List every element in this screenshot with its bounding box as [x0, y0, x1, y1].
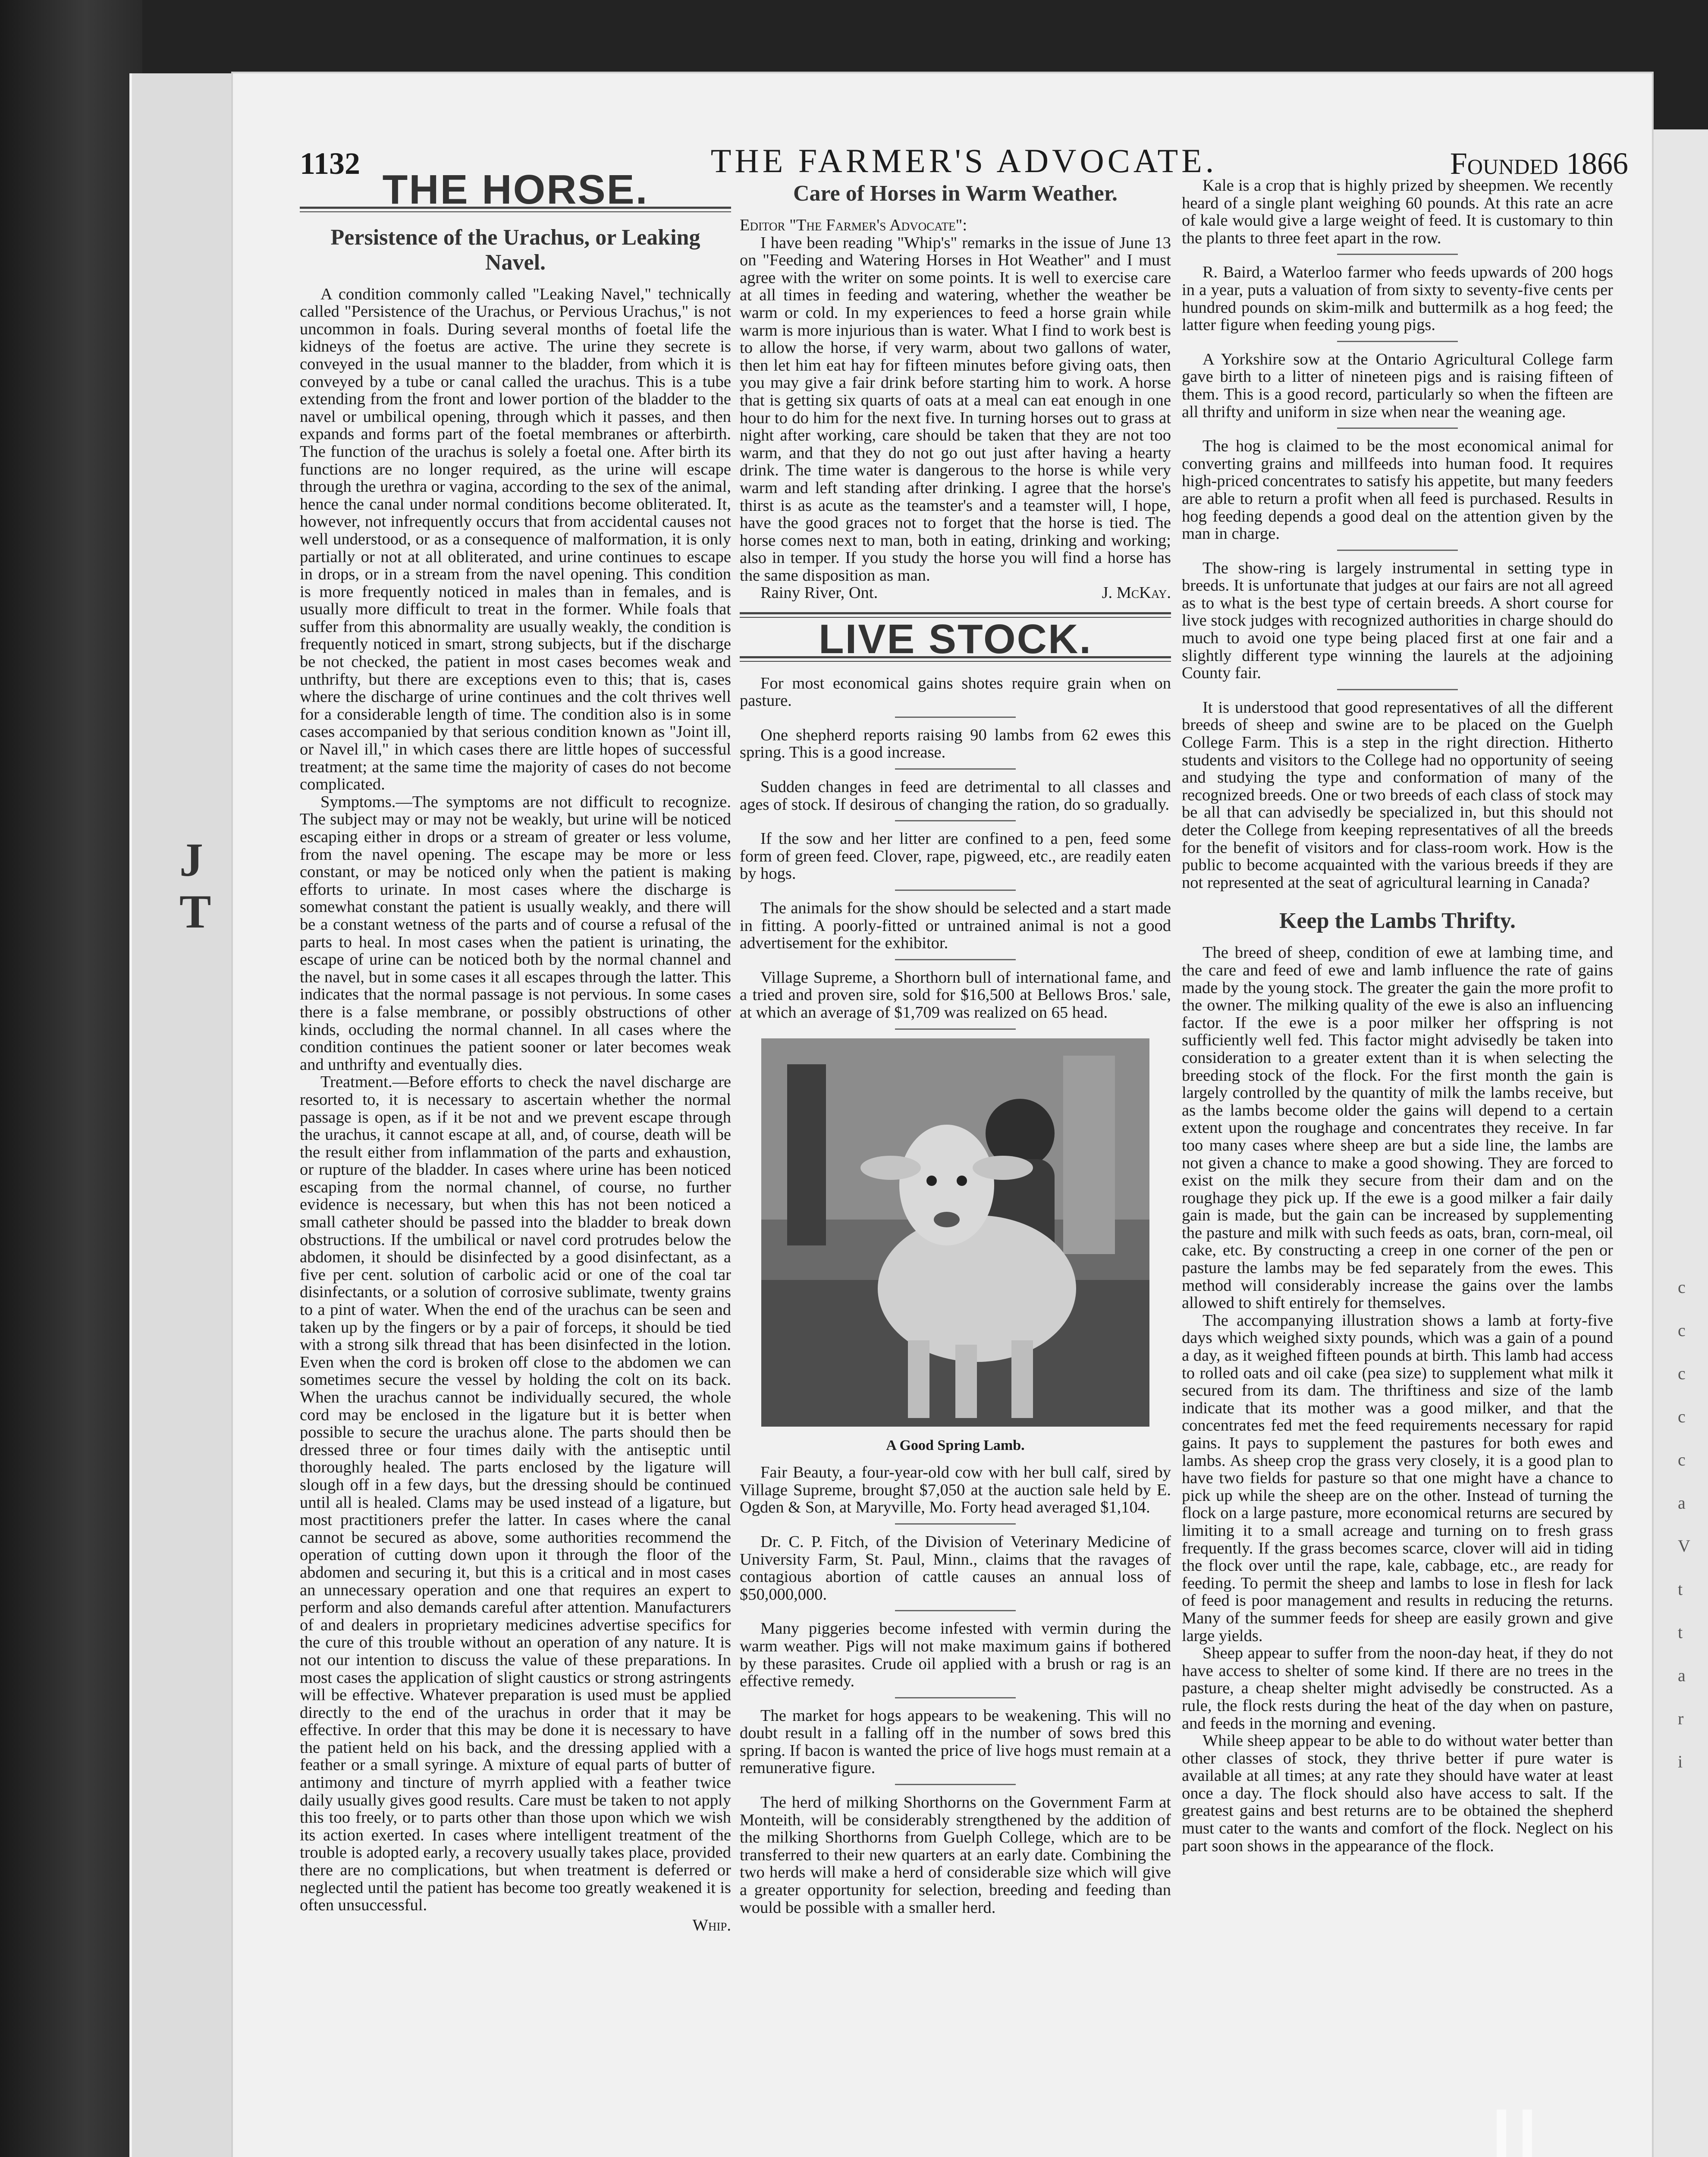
strip-letter: V — [1678, 1536, 1690, 1556]
separator — [895, 1610, 1016, 1611]
separator — [1337, 254, 1458, 255]
separator — [895, 1697, 1016, 1698]
letter-footer — [740, 584, 1171, 602]
editor-line: Editor "The Farmer's Advocate": — [740, 216, 967, 234]
strip-letter: i — [1678, 1752, 1683, 1771]
letter-place: Rainy River, Ont. — [760, 584, 878, 602]
paragraph: A condition commonly called "Leaking Navel," technically called "Persistence of the Urachus, or Pervious Urachus," is not uncommon in foals. During several months of foetal life the kidneys of the foetus are active. The urine they secrete is conveyed in the usual manner to the bladder, from which it is conveyed by a tube or canal called the urachus. This is a tube extending from the front and lower portion of the bladder to the navel or umbilical opening, through which it passes, and then expands and forms part of the foetal membranes or afterbirth. The function of the urachus is solely a foetal one. After birth its functions are no longer required, as the urine will escape through the urethra or vagina, according to the sex of the animal, hence the canal under normal conditions become obliterated. It, however, not infrequently occurs that from accidental causes not well understood, or as a consequence of malformation, it is only partially or not at all obliterated, and urine continues to escape in drops, or in a stream from the navel opening. This condition is more frequently noticed in males than in females, and is usually more difficult to treat in the former. While foals that suffer from this abnormality are usually weakly, the condition is frequently noticed in smart, strong subjects, but if the discharge be not checked, the patient in most cases becomes weak and unthrifty, but there are exceptions even to this; that is, cases where the discharge of urine continues and the colt thrives well for a considerable length of time. The condition also is in some cases accompanied by that serious condition known as "Joint ill, or Navel ill," in which cases there are little hopes of successful treatment; at the same time the majority of cases do not become complicated. — [300, 285, 731, 794]
page-number: 1132 — [300, 146, 361, 181]
newspaper-page — [233, 73, 1652, 2157]
scanner-bar — [1523, 2110, 1532, 2157]
news-item: Sudden changes in feed are detrimental to all classes and ages of stock. If desirous of changing the ration, do so gradually. — [740, 778, 1171, 814]
lamb-photo — [761, 1038, 1149, 1427]
under-page-letter: J — [179, 833, 203, 886]
news-item: One shepherd reports raising 90 lambs from 62 ewes this spring. This is a good increase. — [740, 726, 1171, 762]
strip-letter: t — [1678, 1622, 1683, 1642]
article-title: Persistence of the Urachus, or Leaking Navel. — [330, 225, 700, 275]
column-3 — [1182, 177, 1613, 1855]
news-item: For most economical gains shotes require grain when on pasture. — [740, 674, 1171, 710]
paragraph: Sheep appear to suffer from the noon-day heat, if they do not have access to shelter of some kind. If there are no trees in the pasture, a cheap shelter might advisedly be constructed. As a rule, the flock rests during the heat of the day when on pasture, and feeds in the morning and evening. — [1182, 1644, 1613, 1733]
paragraph: The breed of sheep, condition of ewe at lambing time, and the care and feed of ewe and lamb influence the rate of gains made by the young stock. The greater the gain the more profit to the owner. The milking quality of the ewe is also an influencing factor. If the ewe is a poor milker her offspring is not sufficiently well fed. This factor might advisedly be taken into consideration to a greater extent than it is when selecting the breeding stock of the flock. For the first month the gain is largely controlled by the quantity of milk the lambs receive, but as the lambs become older the gains will depend to a certain extent upon the roughage and concentrates they receive. In far too many cases where sheep are but a side line, the lambs are not given a chance to make a good showing. They are forced to exist on the milk they secure from their dam and on the roughage they pick up. If the ewe is a good milker a fair daily gain is made, but the gain can be increased by supplementing the pasture and milk with such feeds as oats, bran, corn-meal, oil cake, etc. By constructing a creep in one corner of the pen or pasture the lambs may be fed separately from the ewes. This method will considerably increase the gains over the lambs allowed to shift entirely for themselves. — [1182, 943, 1613, 1312]
background-left — [0, 0, 142, 2157]
scanner-bars — [1492, 2110, 1544, 2157]
separator — [895, 890, 1016, 891]
strip-letter: c — [1678, 1364, 1686, 1383]
under-page-letter: T — [179, 885, 211, 938]
section-heading-horse: THE HORSE. — [382, 167, 649, 213]
signature: Whip. — [692, 1916, 731, 1934]
strip-letter: c — [1678, 1450, 1686, 1469]
column-2 — [740, 177, 1171, 1916]
separator — [895, 820, 1016, 821]
photo-caption: A Good Spring Lamb. — [886, 1437, 1025, 1453]
letter-title: Care of Horses in Warm Weather. — [793, 181, 1118, 206]
founded-line: Founded 1866 — [1450, 146, 1628, 181]
news-item: The herd of milking Shorthorns on the Government Farm at Monteith, will be considerably strengthened by the addition of the milking Shorthorns from Guelph College, which are to be transferred to their new quarters at an early date. Combining the two herds will make a herd of considerable size which will give a greater opportunity for selection, breeding and feeding than would be possible with a smaller herd. — [740, 1793, 1171, 1917]
separator — [895, 768, 1016, 770]
news-item: Dr. C. P. Fitch, of the Division of Veterinary Medicine of University Farm, St. Paul, Minn., claims that the ravages of contagious abortion of cattle causes an annual loss of $50,000,000. — [740, 1532, 1171, 1604]
news-item: A Yorkshire sow at the Ontario Agricultural College farm gave birth to a litter of nineteen pigs and is raising fifteen of them. This is a good record, particularly so when the fifteen are all thrifty and uniform in size when near the weaning age. — [1182, 350, 1613, 421]
letter-text: I have been reading "Whip's" remarks in the issue of June 13 on "Feeding and Watering Horses in Hot Weather" and I must agree with the writer on some points. It is well to exercise care at all times in feeding and watering, whether the weather be warm or cold. In my experiences to feed a horse grain while warm is more injurious than is water. What I find to work best is to allow the horse, if very warm, about two gallons of water, then let him eat hay for fifteen minutes before giving oats, then you may give a fair drink before starting him to work. A horse that is getting six quarts of oats at a meal can eat enough in one hour to do him for the next five. In turning horses out to grass at night after working, care should be taken that they are not too warm, and that they do not go out just after having a hearty drink. The time water is dangerous to the horse is while very warm and left standing after drinking. I agree that the horse's thirst is as acute as the teamster's and a teamster will, I hope, have the good graces not to forget that the horse is tied. The horse comes next to man, both in eating, drinking and working; also in temper. If you study the horse you will find a horse has the same disposition as man. — [740, 233, 1171, 585]
separator — [1337, 550, 1458, 551]
column-1 — [300, 167, 731, 1934]
letter-signature: J. McKay. — [1102, 584, 1171, 602]
news-item: If the sow and her litter are confined to a pen, feed some form of green feed. Clover, rape, pigweed, etc., are readily eaten by hogs. — [740, 830, 1171, 883]
separator — [895, 1523, 1016, 1525]
paragraph: Treatment.—Before efforts to check the navel discharge are resorted to, it is necessary to ascertain whether the normal passage is open, as if it be not and we prevent escape through the urachus, it cannot escape at all, and, of course, death will be the result either from inflammation of the parts and exhaustion, or rupture of the bladder. In cases where urine has been noticed escaping from the normal channel, of course, no further evidence is necessary, but when this has not been noticed a small catheter should be passed into the bladder to break down obstructions. If the umbilical or navel cord protrudes below the abdomen, it should be disinfected by a good disinfectant, as a five per cent. solution of carbolic acid or one of the coal tar disinfectants, or a solution of corrosive sublimate, twenty grains to a pint of water. When the end of the urachus can be seen and taken up by the fingers or by a pair of forceps, it should be tied with a strong silk thread that has been disinfected in the lotion. Even when the cord is broken off close to the abdomen we can sometimes secure the vessel by holding the colt on its back. When the urachus cannot be individually secured, the whole cord may be enclosed in the ligature but it is better when possible to secure the urachus alone. The parts should then be dressed three or four times daily with the antiseptic until thoroughly healed. The parts enclosed by the ligature will slough off in a few days, but the dressing should be continued until all is healed. Clams may be used instead of a ligature, but most practitioners prefer the latter. In cases where the canal cannot be secured as above, some authorities recommend the operation of cutting down upon it through the floor of the abdomen and securing it, but this is a critical and in most cases an unnecessary operation and one that requires an expert to perform and also demands careful after attention. Manufacturers of and dealers in proprietary medicines advertise specifics for the cure of this trouble without an operation of any nature. It is not our intention to discuss the value of these preparations. In most cases the application of slight caustics or strong astringents will be effective. Whatever preparation is used must be applied directly to the end of the urachus in order that it may be effective. In order that this may be done it is necessary to have the patient held on his back, and the dressing applied with a feather or a small syringe. A mixture of equal parts of butter of antimony and tincture of myrrh applied with a feather twice daily usually gives good results. Care must be taken to not apply this too freely, or to parts other than those upon which we wish its action exerted. In cases where intelligent treatment of the trouble is adopted early, a recovery usually takes place, provided there are no complications, but when treatment is deferred or neglected until the patient has become too greatly weakened it is often unsuccessful. — [300, 1073, 731, 1915]
news-item: Many piggeries become infested with vermin during the warm weather. Pigs will not make maximum gains if bothered by these parasites. Crude oil applied with a brush or rag is an effective remedy. — [740, 1619, 1171, 1691]
adjacent-page-strip — [1652, 129, 1708, 2157]
news-item: The animals for the show should be selected and a start made in fitting. A poorly-fitted or untrained animal is not a good advertisement for the exhibitor. — [740, 899, 1171, 953]
separator — [895, 959, 1016, 960]
separator — [1337, 689, 1458, 690]
strip-letter: a — [1678, 1493, 1686, 1512]
separator — [895, 1028, 1016, 1030]
news-item: Kale is a crop that is highly prized by sheepmen. We recently heard of a single plant weighing 60 pounds. At this rate an acre of kale would give a large weight of feed. It is customary to thin the plants to three feet apart in the row. — [1182, 176, 1613, 247]
separator — [895, 717, 1016, 718]
strip-letter: t — [1678, 1579, 1683, 1599]
separator — [1337, 341, 1458, 342]
news-item: The market for hogs appears to be weakening. This will no doubt result in a falling off in the number of sows bred this spring. If bacon is wanted the price of live hogs must remain at a remunerative figure. — [740, 1706, 1171, 1777]
masthead: THE FARMER'S ADVOCATE. — [710, 142, 1218, 179]
scanner-bar — [1497, 2110, 1506, 2157]
paragraph: Symptoms.—The symptoms are not difficult to recognize. The subject may or may not be weakly, but urine will be noticed escaping either in drops or a stream of greater or less volume, from the navel opening. The escape may be more or less constant, or may be noticed only when the patient is making efforts to urinate. In most cases where the discharge is somewhat constant the patient is usually weakly, and there will be a constant wetness of the parts and of course a refusal of the parts to heal. In most cases when the patient is urinating, the escape of urine can be noticed both by the normal channel and the navel, but in some cases it all escapes through the latter. This indicates that the normal passage is not pervious. In some cases there is a false membrane, or possibly obstructions of other kinds, occluding the normal channel. In all cases where the condition continues the patient sooner or later becomes weak and unthrifty and eventually dies. — [300, 792, 731, 1074]
news-item: Fair Beauty, a four-year-old cow with her bull calf, sired by Village Supreme, brought $7,050 at the auction sale held by E. Ogden & Son, at Maryville, Mo. Forty head averaged $1,104. — [740, 1463, 1171, 1517]
paragraph: The accompanying illustration shows a lamb at forty-five days which weighed sixty pounds, which was a gain of a pound a day, as it weighed fifteen pounds at birth. This lamb had access to rolled oats and oil cake (pea size) to supplement what milk it secured from its dam. The thriftiness and size of the lamb indicate that its mother was a good milker, and that the concentrates fed met the feed requirements necessary for rapid gains. It pays to supplement the pastures for both ewes and lambs. As sheep crop the grass very closely, it is a good plan to have two fields for pasture so that one might have a chance to pick up while the sheep are on the other. Instead of turning the flock on a large pasture, more economical returns are secured by limiting it to a small acreage and turning on to fresh grass frequently. If the grass becomes scarce, clover will aid in tiding the flock over until the rape, kale, cabbage, etc., are ready for feeding. To permit the sheep and lambs to lose in flesh for lack of feed is poor management and results in reducing the returns. Many of the summer feeds for sheep are easily grown and give large yields. — [1182, 1311, 1613, 1645]
strip-letter: a — [1678, 1666, 1686, 1685]
news-item: It is understood that good representatives of all the different breeds of sheep and swine are to be placed on the Guelph College Farm. This is a step in the right direction. Hitherto students and visitors to the College had no opportunity of seeing and studying the type and conformation of many of the recognized breeds. One or two breeds of each class of stock may be all that can advisedly be specialized in, but this should not deter the College from keeping representatives of all the breeds for the benefit of visitors and for class-room work. How is the public to become acquainted with the various breeds if they are not represented at the seat of agricultural learning in Canada? — [1182, 698, 1613, 892]
strip-letter: c — [1678, 1321, 1686, 1340]
strip-letter: r — [1678, 1709, 1684, 1728]
article-title: Keep the Lambs Thrifty. — [1279, 909, 1516, 934]
paragraph: While sheep appear to be able to do without water better than other classes of stock, they thrive better if pure water is available at all times; at any rate they should have water at least once a day. The flock should also have access to salt. If the greatest gains and best returns are to be obtained the shepherd must cater to the wants and comfort of the flock. Neglect on his part soon shows in the appearance of the flock. — [1182, 1732, 1613, 1855]
lamb-illustration — [761, 1038, 1149, 1427]
news-item: The hog is claimed to be the most economical animal for converting grains and millfeeds into human food. It requires high-priced concentrates to satisfy his appetite, but many feeders are able to return a profit when all feed is purchased. Results in hog feeding depends a good deal on the attention given by the man in charge. — [1182, 437, 1613, 543]
separator — [895, 1784, 1016, 1785]
news-item: R. Baird, a Waterloo farmer who feeds upwards of 200 hogs in a year, puts a valuation of from sixty to seventy-five cents per hundred pounds on skim-milk and buttermilk as a hog feed; the latter figure when feeding young pigs. — [1182, 263, 1613, 334]
news-item: Village Supreme, a Shorthorn bull of international fame, and a tried and proven sire, sold for $16,500 at Bellows Bros.' sale, at which an average of $1,709 was realized on 65 head. — [740, 968, 1171, 1022]
section-heading-livestock: LIVE STOCK. — [819, 616, 1092, 663]
strip-letter: c — [1678, 1277, 1686, 1297]
news-item: The show-ring is largely instrumental in setting type in breeds. It is unfortunate that judges at our fairs are not all agreed as to what is the best type of certain breeds. A short course for live stock judges with recognized authorities in charge should do much to avoid one type being placed first at one fair and a slightly different type winning the laurels at the adjoining County fair. — [1182, 559, 1613, 682]
separator — [1337, 428, 1458, 429]
strip-letter: c — [1678, 1407, 1686, 1426]
